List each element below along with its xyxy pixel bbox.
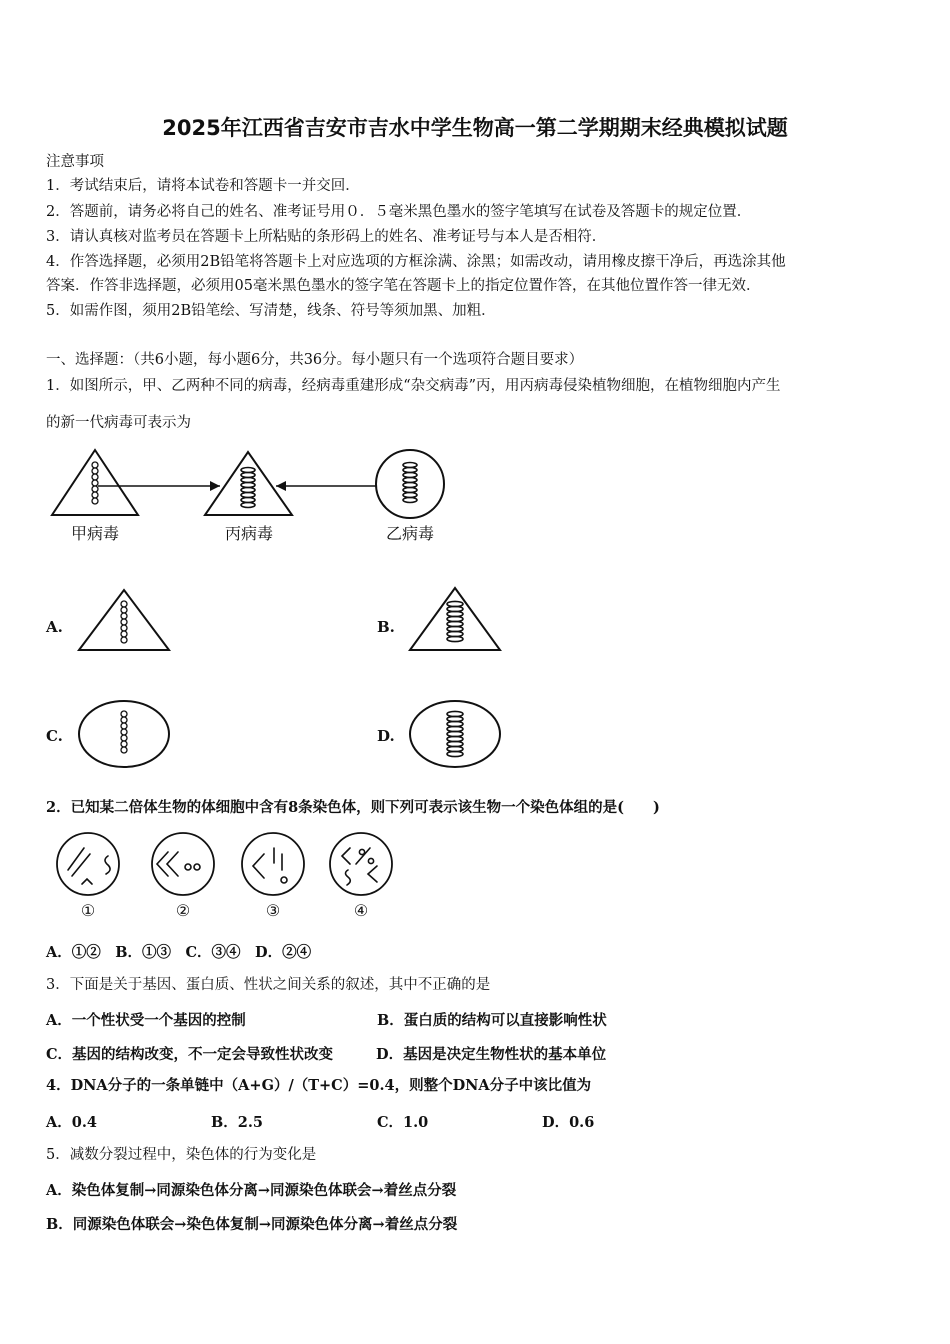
q5-stem: 5．减数分裂过程中，染色体的行为变化是 — [46, 1147, 317, 1163]
cell-label-3: ③ — [265, 901, 281, 920]
q1-option-c-figure — [76, 698, 172, 770]
q4-option-d[interactable]: D．0.6 — [542, 1114, 595, 1131]
q5-option-a[interactable]: A．染色体复制→同源染色体分离→同源染色体联会→着丝点分裂 — [46, 1182, 457, 1199]
q1-option-c-label[interactable]: C. — [46, 727, 63, 745]
q3-option-b[interactable]: B．蛋白质的结构可以直接影响性状 — [377, 1012, 607, 1029]
cell-label-2: ② — [175, 901, 191, 920]
q3-option-d[interactable]: D．基因是决定生物性状的基本单位 — [376, 1046, 607, 1063]
virus-label-yi: 乙病毒 — [385, 524, 434, 543]
note-item: 2．答题前，请务必将自己的姓名、准考证号用０．５毫米黑色墨水的签字笔填写在试卷及答题卡的规定位置． — [46, 204, 752, 220]
note-item: 4．作答选择题，必须用2B铅笔将答题卡上对应选项的方框涂满、涂黑；如需改动，请用橡皮擦干净后，再选涂其他 — [46, 254, 786, 270]
q4-option-a[interactable]: A．0.4 — [46, 1114, 97, 1131]
q1-option-d-figure — [407, 698, 503, 770]
note-item: 1．考试结束后，请将本试卷和答题卡一并交回． — [46, 178, 360, 194]
q1-option-d-label[interactable]: D. — [377, 727, 395, 745]
note-item: 3．请认真核对监考员在答题卡上所粘贴的条形码上的姓名、准考证号与本人是否相符． — [46, 229, 607, 245]
q1-stem-line1: 1．如图所示，甲、乙两种不同的病毒，经病毒重建形成“杂交病毒”丙，用丙病毒侵染植物细胞，在植物细胞内产生 — [46, 378, 781, 394]
q1-option-a-figure — [76, 586, 172, 654]
note-item: 5．如需作图，须用2B铅笔绘、写清楚，线条、符号等须加黑、加粗． — [46, 303, 496, 319]
section-heading: 一、选择题：（共6小题，每小题6分，共36分。每小题只有一个选项符合题目要求） — [46, 352, 584, 368]
q2-cells-diagram — [52, 830, 402, 900]
q5-option-b[interactable]: B．同源染色体联会→染色体复制→同源染色体分离→着丝点分裂 — [46, 1216, 458, 1233]
q4-option-b[interactable]: B．2.5 — [211, 1114, 263, 1131]
q1-option-b-label[interactable]: B. — [377, 618, 395, 636]
q1-option-a-label[interactable]: A. — [46, 618, 63, 636]
q2-stem: 2．已知某二倍体生物的体细胞中含有8条染色体，则下列可表示该生物一个染色体组的是( ) — [46, 799, 660, 816]
q3-stem: 3．下面是关于基因、蛋白质、性状之间关系的叙述，其中不正确的是 — [46, 977, 491, 993]
cell-label-4: ④ — [353, 901, 369, 920]
q1-option-b-figure — [407, 584, 503, 654]
q2-options[interactable]: A．①② B．①③ C．③④ D．②④ — [46, 944, 312, 961]
note-item: 答案．作答非选择题，必须用05毫米黑色墨水的签字笔在答题卡上的指定位置作答，在其他位置作答一律无效． — [46, 278, 761, 294]
q1-stem-line2: 的新一代病毒可表示为 — [46, 415, 191, 431]
notes-heading: 注意事项 — [46, 154, 104, 170]
q4-option-c[interactable]: C．1.0 — [377, 1114, 429, 1131]
q3-option-a[interactable]: A．一个性状受一个基因的控制 — [46, 1012, 246, 1029]
page-title: 2025年江西省吉安市吉水中学生物高一第二学期期末经典模拟试题 — [162, 116, 788, 140]
cell-label-1: ① — [80, 901, 96, 920]
q3-option-c[interactable]: C．基因的结构改变，不一定会导致性状改变 — [46, 1046, 334, 1063]
q4-stem: 4．DNA分子的一条单链中（A+G）/（T+C）=0.4，则整个DNA分子中该比值为 — [46, 1077, 592, 1094]
virus-label-jia: 甲病毒 — [70, 524, 119, 543]
virus-label-bing: 丙病毒 — [224, 524, 273, 543]
